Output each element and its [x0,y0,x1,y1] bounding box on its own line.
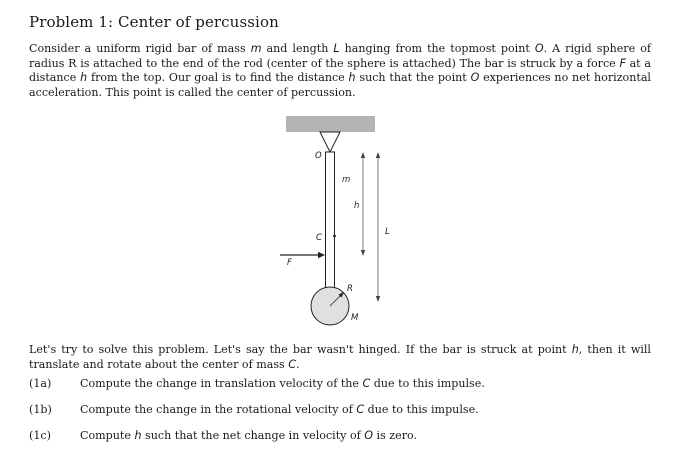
label-C: C [316,233,322,243]
var-h: h [348,71,356,85]
var-C: C [356,403,365,416]
label-F: F [287,258,292,268]
var-L: L [333,42,340,55]
ceiling-support [286,116,375,132]
var-h: h [571,343,579,356]
var-O: O [470,71,480,85]
var-h: h [80,71,88,85]
label-M: M [351,313,359,323]
solution-intro: Let's try to solve this problem. Let's say the bar wasn't hinged. If the bar is struck at point h, then it will translate and rotate about the center of mass C. [29,343,651,371]
hinge-pivot [320,132,340,152]
label-h: h [354,201,360,211]
subproblem-number: (1a) [29,377,52,390]
label-m: m [342,175,351,185]
label-L: L [385,227,390,237]
var-C: C [362,377,371,390]
var-F: F [619,56,626,70]
var-O: O [364,429,374,442]
rigid-bar [326,152,335,288]
subproblem-number: (1c) [29,429,51,442]
var-C: C [288,357,297,371]
subproblem-1a: (1a) Compute the change in translation velocity of the C due to this impulse. [29,377,485,390]
label-R: R [347,284,353,294]
subproblem-1b: (1b) Compute the change in the rotational velocity of C due to this impulse. [29,403,479,416]
label-O: O [315,151,322,161]
center-of-mass-dot [333,235,336,238]
var-h: h [134,429,142,442]
var-m: m [250,42,262,55]
problem-statement: Consider a uniform rigid bar of mass m and length L hanging from the topmost point O. A rigid sphere of radius R is attached to the end of the rod (center of the sphere is attached) The bar is struck by a force F at a distance h from the top. Our goal is to find the distance h such that the point O experiences no net horizontal acceleration. This point is called the center of percussion. [29,42,651,99]
pendulum-figure [270,112,420,337]
subproblem-number: (1b) [29,403,52,416]
subproblem-1c: (1c) Compute h such that the net change in velocity of O is zero. [29,429,418,442]
var-O: O [534,42,544,55]
problem-title: Problem 1: Center of percussion [29,13,279,31]
